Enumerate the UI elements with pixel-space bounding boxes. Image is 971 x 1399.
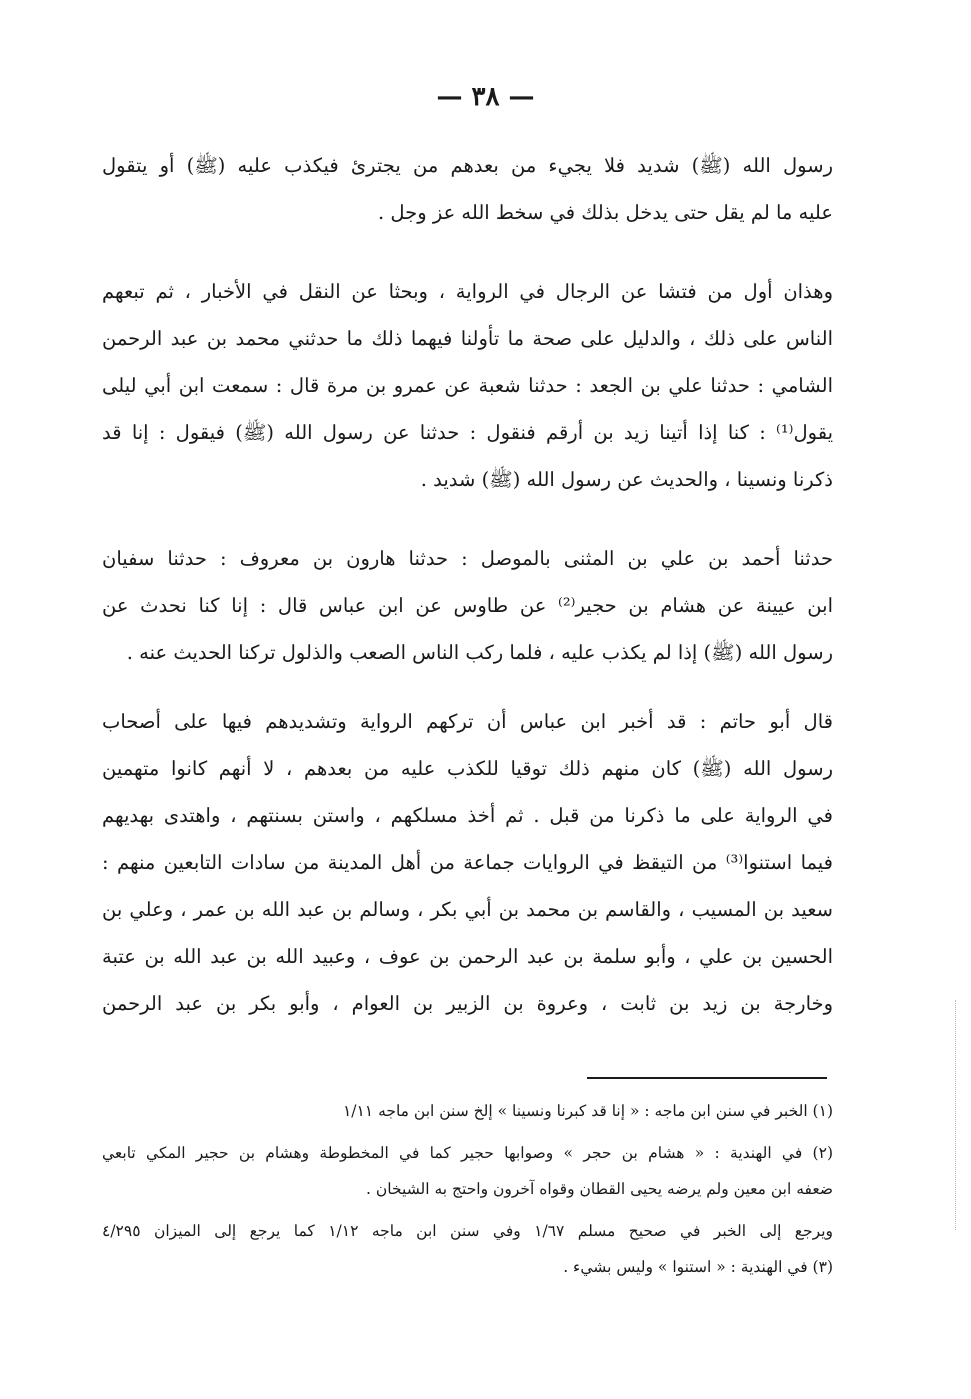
- paragraph-1: [102, 142, 833, 236]
- footnote-separator: [587, 1077, 827, 1079]
- paragraph-gap: [102, 503, 833, 535]
- text-line: عليه ما لم يقل حتى يدخل بذلك في سخط الله عز وجل .: [377, 201, 833, 224]
- footnote-line: (٣) في الهندية : « استنوا » وليس بشيء .: [563, 1258, 833, 1276]
- text-line: سعيد بن المسيب ، والقاسم بن محمد بن أبي بكر ، وسالم بن عبد الله بن عمر ، وعلي بن: [102, 898, 833, 921]
- text-line: الحسين بن علي ، وأبو سلمة بن عبد الرحمن بن عوف ، وعبيد الله بن عبد الله بن عتبة: [102, 945, 833, 968]
- footnote-line: (١) الخبر في سنن ابن ماجه : « إنا قد كبرنا ونسينا » إلخ سنن ابن ماجه ١/١١: [342, 1102, 833, 1120]
- main-text: [102, 142, 833, 1027]
- text-line: وخارجة بن زيد بن ثابت ، وعروة بن الزبير بن العوام ، وأبو بكر بن عبد الرحمن: [102, 992, 833, 1015]
- text-line: يقول⁽¹⁾ : كنا إذا أتينا زيد بن أرقم فنقول : حدثنا عن رسول الله (ﷺ) فيقول : إنا قد: [102, 421, 833, 444]
- text-line: في الرواية على ما ذكرنا من قبل . ثم أخذ مسلكهم ، واستن بسنتهم ، واهتدى بهديهم: [102, 804, 833, 827]
- text-line: فيما استنوا⁽³⁾ من التيقظ في الروايات جماعة من أهل المدينة من سادات التابعين منهم :: [102, 851, 833, 874]
- paragraph-4: [102, 698, 833, 1027]
- text-line: حدثنا أحمد بن علي بن المثنى بالموصل : حدثنا هارون بن معروف : حدثنا سفيان: [102, 547, 833, 570]
- text-line: الشامي : حدثنا علي بن الجعد : حدثنا شعبة عن عمرو بن مرة قال : سمعت ابن أبي ليلى: [102, 374, 833, 397]
- text-line: ذكرنا ونسينا ، والحديث عن رسول الله (ﷺ) شديد .: [420, 468, 833, 491]
- page-number: — ٣٨ —: [436, 82, 535, 112]
- paragraph-gap: [102, 236, 833, 268]
- paragraph-3: [102, 535, 833, 676]
- footnote-line: (٢) في الهندية : « هشام بن حجر » وصوابها حجير كما في المخطوطة وهشام بن حجير المكي تابعي: [102, 1144, 833, 1162]
- scan-edge-mark: [955, 1000, 956, 1230]
- text-line: قال أبو حاتم : قد أخبر ابن عباس أن تركهم الرواية وتشديدهم فيها على أصحاب: [102, 710, 833, 733]
- text-line: رسول الله (ﷺ) إذا لم يكذب عليه ، فلما ركب الناس الصعب والذلول تركنا الحديث عنه .: [126, 641, 833, 664]
- text-line: وهذان أول من فتشا عن الرجال في الرواية ، وبحثا عن النقل في الأخبار ، ثم تبعهم: [102, 280, 833, 303]
- text-line: الناس على ذلك ، والدليل على صحة ما تأولنا فيهما ذلك ما حدثني محمد بن عبد الرحمن: [102, 327, 833, 350]
- paragraph-2: [102, 268, 833, 503]
- text-line: رسول الله (ﷺ) شديد فلا يجيء من بعدهم من يجترئ فيكذب عليه (ﷺ) أو يتقول: [102, 154, 833, 177]
- text-line: ابن عيينة عن هشام بن حجير⁽²⁾ عن طاوس عن ابن عباس قال : إنا كنا نحدث عن: [102, 594, 833, 617]
- footnote-line: ويرجع إلى الخبر في صحيح مسلم ١/٦٧ وفي سنن ابن ماجه ١/١٢ كما يرجع إلى الميزان ٤/٢٩٥: [102, 1222, 833, 1240]
- text-line: رسول الله (ﷺ) كان منهم ذلك توقيا للكذب عليه من بعدهم ، لا أنهم كانوا متهمين: [102, 757, 833, 780]
- paragraph-gap: [102, 676, 833, 698]
- footnote-line: ضعفه ابن معين ولم يرضه يحيى القطان وقواه آخرون واحتج به الشيخان .: [366, 1180, 833, 1198]
- footnotes: [102, 1093, 833, 1285]
